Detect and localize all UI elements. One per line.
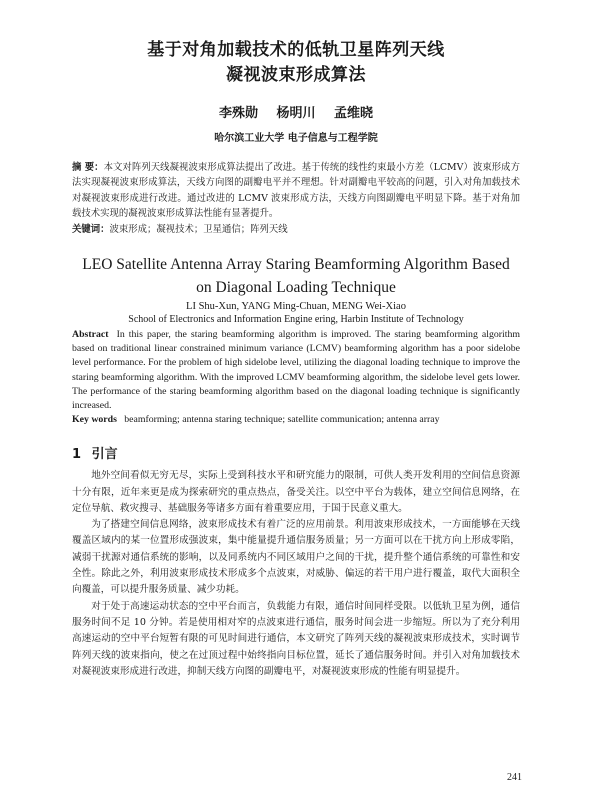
body-paragraph: 对于处于高速运动状态的空中平台而言，负载能力有限，通信时间同样受限。以低轨卫星为例，通信服务时间不足 10 分钟。若是使用相对窄的点波束进行通信，服务时间会进一步缩短。所以为了充分利用高速运动的空中平台短暂有限的可见时间进行通信，本文研究了阵列天线的凝视波束形成技术，实时调节阵列天线的波束指向，使之在过顶过程中始终指向目标位置，延长了通信服务时间。并引入对角加载技术对凝视波束形成进行改进，抑制天线方向图的副瓣电平，对凝视波束形成的性能有明显提升。 <box>72 600 520 677</box>
abstract-chinese-text: 本文对阵列天线凝视波束形成算法提出了改进。基于传统的线性约束最小方差（LCMV）波束形成方法实现凝视波束形成算法，天线方向图的副瓣电平并不理想。针对副瓣电平较高的问题，引入对角加载技术对凝视波束形成进行改进。通过改进的 LCMV 波束形成方法，天线方向图副瓣电平明显下降。基于对角加载技术实现的凝视波束形成算法性能有显著提升。 <box>72 162 520 220</box>
title-english-line-1: LEO Satellite Antenna Array Staring Beamforming Algorithm Based <box>82 256 510 274</box>
affiliation-chinese: 哈尔滨工业大学 电子信息与工程学院 <box>214 133 378 144</box>
body-paragraph: 地外空间看似无穷无尽，实际上受到科技水平和研究能力的限制，可供人类开发利用的空间信息资源十分有限，近年来更是成为探索研究的重点热点，备受关注。以空中平台为载体，建立空间信息网络，在定位导航、救灾搜寻、基础服务等诸多方面有着重要应用，于国于民意义重大。 <box>72 470 520 514</box>
section-heading-introduction: 1 引言 <box>72 447 118 463</box>
abstract-chinese <box>72 160 520 222</box>
keywords-chinese-text: 波束形成；凝视技术；卫星通信；阵列天线 <box>109 223 288 235</box>
page-number: 241 <box>507 772 522 783</box>
abstract-english-label: Abstract <box>72 329 109 341</box>
keywords-english-label: Key words <box>72 414 117 426</box>
keywords-chinese-label: 关键词： <box>72 223 110 235</box>
keywords-chinese <box>72 222 520 237</box>
abstract-english-text: In this paper, the staring beamforming algorithm is improved. The staring beamforming algorithm based on traditional linear constrained minimum variance (LCMV) beamforming algorithm has a poor sidelobe level performance. For the problem of high sidelobe level, utilizing the diagonal loading technique to improve the staring beamforming algorithm. With the improved LCMV beamforming algorithm, the sidelobe level gets lower. The performance of the staring beamforming algorithm based on the diagonal loading technique is significantly increased. <box>72 329 521 412</box>
title-english <box>72 253 520 299</box>
title-english-line-2: on Diagonal Loading Technique <box>196 279 396 297</box>
authors-english: LI Shu-Xun, YANG Ming-Chuan, MENG Wei-Xiao <box>186 301 406 313</box>
keywords-english <box>72 413 520 427</box>
abstract-chinese-label: 摘 要： <box>72 162 104 173</box>
title-chinese <box>72 38 520 88</box>
body-paragraph: 为了搭建空间信息网络，波束形成技术有着广泛的应用前景。利用波束形成技术，一方面能够在天线覆盖区域内的某一位置形成强波束，集中能量提升通信服务质量；另一方面可以在干扰方向上形成零陷，减弱干扰源对通信系统的影响，以及同系统内不同区域用户之间的干扰，提升整个通信系统的可靠性和安全性。除此之外，利用波束形成技术形成多个点波束，对威胁、偏远的若干用户进行覆盖，取代大面积全向覆盖，可以提升服务质量、减少功耗。 <box>72 519 520 596</box>
affiliation-english: School of Electronics and Information Engine ering, Harbin Institute of Technology <box>128 314 464 326</box>
abstract-english <box>72 328 520 413</box>
authors-chinese: 李殊勋 杨明川 孟维晓 <box>218 106 374 121</box>
title-chinese-line-1: 基于对角加载技术的低轨卫星阵列天线 <box>147 40 445 60</box>
keywords-english-text: beamforming; antenna staring technique; satellite communication; antenna array <box>124 414 440 426</box>
title-chinese-line-2: 凝视波束形成算法 <box>226 65 366 85</box>
